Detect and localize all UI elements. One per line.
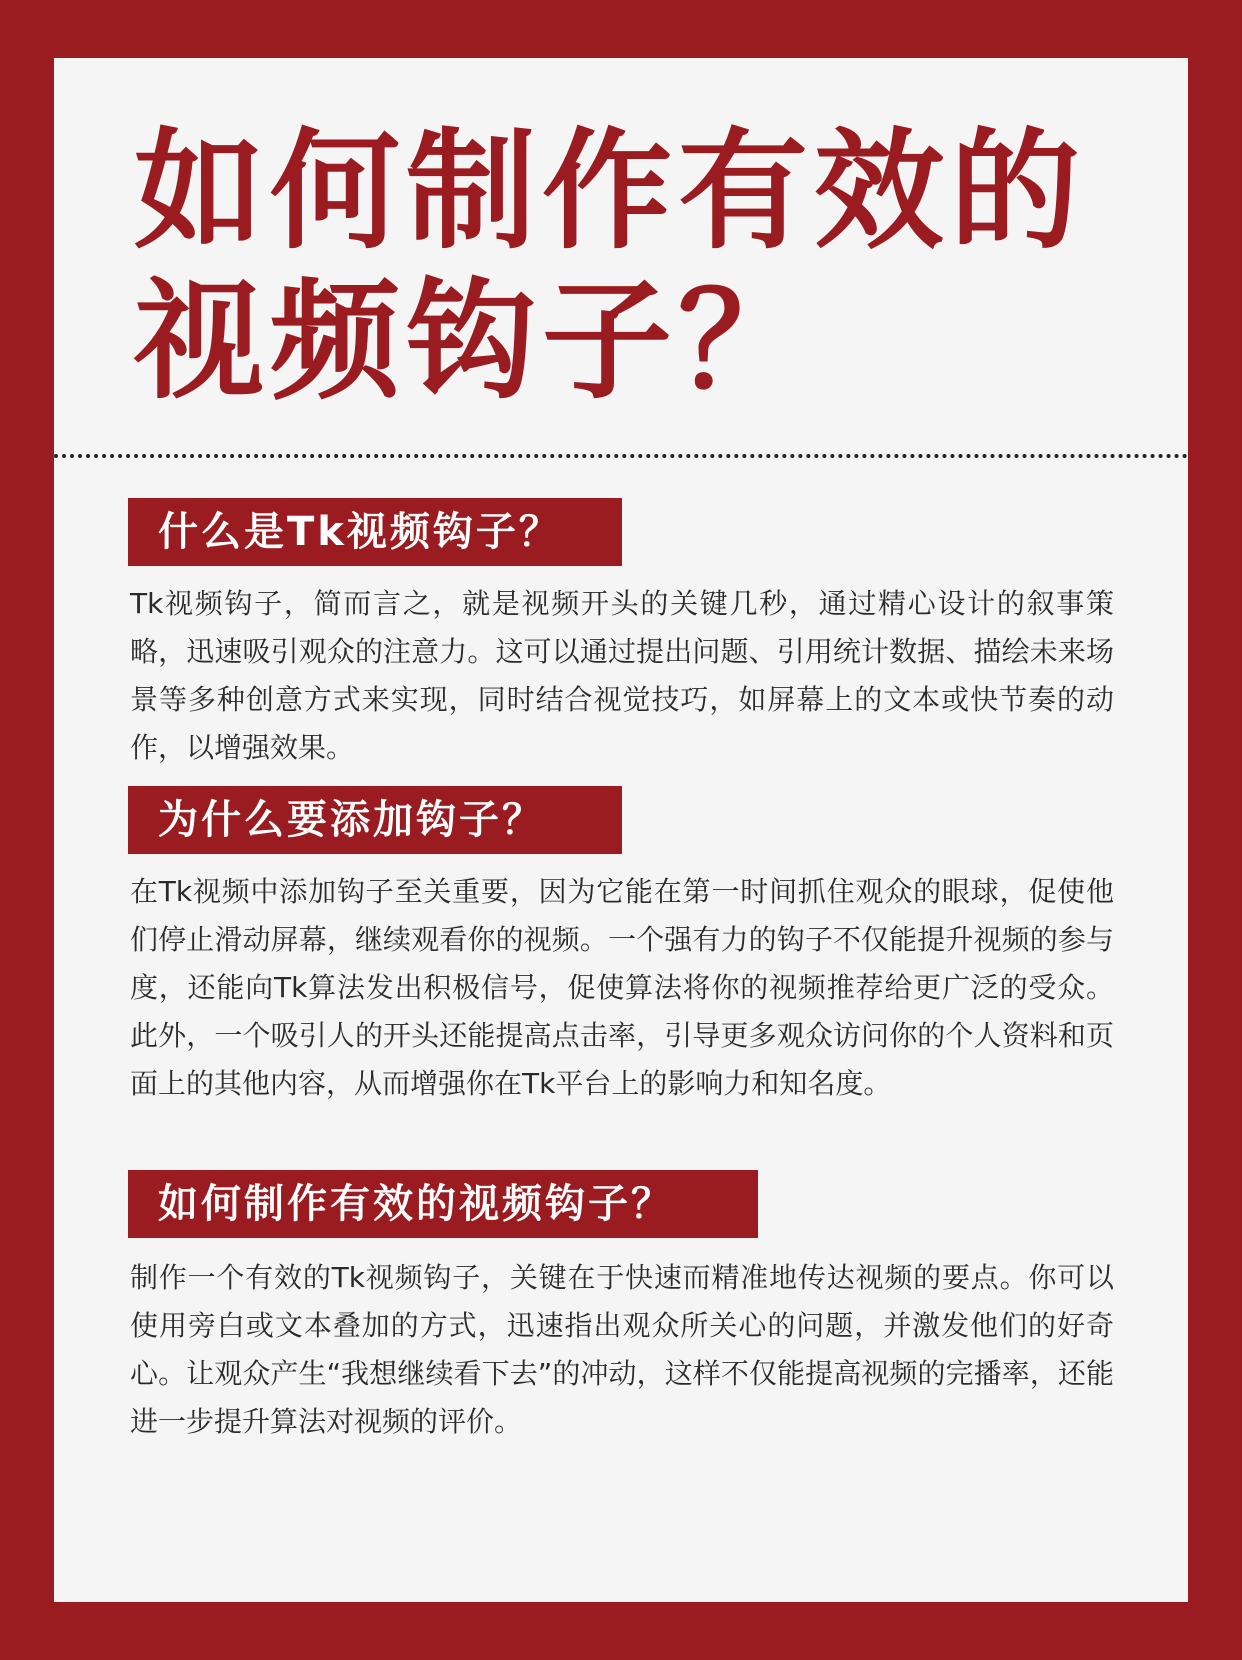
content-card	[54, 58, 1188, 1602]
section-heading-why-add-hook: 为什么要添加钩子？	[128, 786, 622, 854]
page-title	[134, 116, 1086, 416]
title-line-1: 如何制作有效的	[134, 115, 1087, 267]
section-body-what-is-hook: Tk视频钩子，简而言之，就是视频开头的关键几秒，通过精心设计的叙事策略，迅速吸引观众的注意力。这可以通过提出问题、引用统计数据、描绘未来场景等多种创意方式来实现，同时结合视觉技巧，如屏幕上的文本或快节奏的动作，以增强效果。	[130, 587, 1114, 764]
dotted-divider	[54, 454, 1188, 458]
section-body-why-add-hook: 在Tk视频中添加钩子至关重要，因为它能在第一时间抓住观众的眼球，促使他们停止滑动屏幕，继续观看你的视频。一个强有力的钩子不仅能提升视频的参与度，还能向Tk算法发出积极信号，促使算法将你的视频推荐给更广泛的受众。此外，一个吸引人的开头还能提高点击率，引导更多观众访问你的个人资料和页面上的其他内容，从而增强你在Tk平台上的影响力和知名度。	[130, 875, 1114, 1100]
section-heading-what-is-hook: 什么是Tk视频钩子？	[128, 498, 622, 566]
section-heading-how-to-make-hook: 如何制作有效的视频钩子？	[128, 1170, 758, 1238]
section-body-how-to-make-hook: 制作一个有效的Tk视频钩子，关键在于快速而精准地传达视频的要点。你可以使用旁白或文本叠加的方式，迅速指出观众所关心的问题，并激发他们的好奇心。让观众产生“我想继续看下去”的冲动，这样不仅能提高视频的完播率，还能进一步提升算法对视频的评价。	[130, 1261, 1114, 1438]
title-line-2: 视频钩子？	[134, 265, 815, 417]
